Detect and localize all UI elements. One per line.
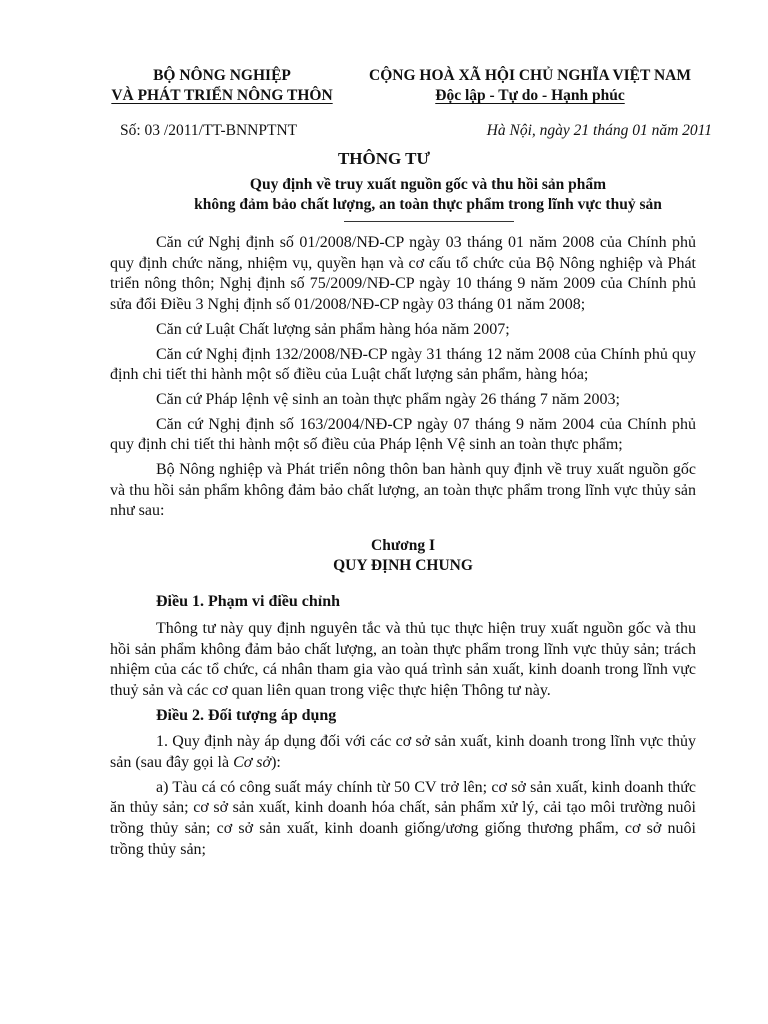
preamble-paragraph: Bộ Nông nghiệp và Phát triển nông thôn ban hành quy định về truy xuất nguồn gốc và thu hồi sản phẩm không đảm bảo chất lượng, an toàn thực phẩm trong lĩnh vực thủy sản như sau: (110, 461, 696, 520)
article-2-heading: Điều 2. Đối tượng áp dụng (156, 706, 337, 724)
motto-line-1: CỘNG HOÀ XÃ HỘI CHỦ NGHĨA VIỆT NAM (369, 67, 691, 84)
document-title: THÔNG TƯ (337, 149, 431, 168)
preamble-paragraph: Căn cứ Pháp lệnh vệ sinh an toàn thực phẩm ngày 26 tháng 7 năm 2003; (156, 390, 620, 408)
preamble-paragraph: Căn cứ Nghị định 132/2008/NĐ-CP ngày 31 tháng 12 năm 2008 của Chính phủ quy định chi tiết thi hành một số điều của Luật chất lượng sản phẩm, hàng hóa; (110, 345, 696, 384)
preamble-paragraph: Căn cứ Luật Chất lượng sản phẩm hàng hóa năm 2007; (156, 320, 510, 338)
national-motto (350, 66, 710, 106)
clause-1-end: ): (271, 754, 281, 772)
document-subtitle (0, 175, 768, 215)
article-2-clause-1 (110, 732, 696, 773)
article-1-heading: Điều 1. Phạm vi điều chỉnh (156, 593, 341, 611)
agency-line-1: BỘ NÔNG NGHIỆP (153, 67, 291, 84)
preamble-paragraph: Căn cứ Nghị định số 01/2008/NĐ-CP ngày 03 tháng 01 năm 2008 của Chính phủ quy định chức năng, nhiệm vụ, quyền hạn và cơ cấu tổ chức của Bộ Nông nghiệp và Phát triển nông thôn; Nghị định số 75/2009/NĐ-CP ngày 10 tháng 9 năm 2009 của Chính phủ sửa đổi Điều 3 Nghị định số 01/2008/NĐ-CP ngày 03 tháng 01 năm 2008; (110, 234, 696, 314)
document-body (110, 233, 696, 865)
subtitle-line-2: không đảm bảo chất lượng, an toàn thực phẩm trong lĩnh vực thuỷ sản (194, 196, 662, 213)
motto-line-2: Độc lập - Tự do - Hạnh phúc (435, 87, 625, 104)
preamble-paragraph: Căn cứ Nghị định số 163/2004/NĐ-CP ngày 07 tháng 9 năm 2004 của Chính phủ quy định chi tiết thi hành một số điều của Pháp lệnh Vệ sinh an toàn thực phẩm; (110, 415, 696, 454)
issuing-agency (92, 66, 352, 106)
article-2-item-a: a) Tàu cá có công suất máy chính từ 50 CV trở lên; cơ sở sản xuất, kinh doanh thức ăn thủy sản; cơ sở sản xuất, kinh doanh hóa chất, sản phẩm xử lý, cải tạo môi trường nuôi trồng thủy sản; cơ sở sản xuất, kinh doanh giống/ương giống thương phẩm, cơ sở nuôi trồng thủy sản; (110, 778, 696, 858)
document-date: Hà Nội, ngày 21 tháng 01 năm 2011 (486, 122, 712, 139)
title-divider (344, 221, 514, 222)
chapter-label: Chương I (371, 537, 435, 555)
chapter-title: QUY ĐỊNH CHUNG (333, 557, 473, 575)
document-number: Số: 03 /2011/TT-BNNPTNT (120, 122, 298, 139)
clause-1-defined-term: Cơ sở (233, 754, 272, 772)
agency-line-2: VÀ PHÁT TRIỂN NÔNG THÔN (111, 87, 333, 104)
chapter-heading (110, 536, 696, 576)
article-1-text: Thông tư này quy định nguyên tắc và thủ tục thực hiện truy xuất nguồn gốc và thu hồi sản phẩm không đảm bảo chất lượng, an toàn thực phẩm trong lĩnh vực thủy sản; trách nhiệm của các tổ chức, cá nhân tham gia vào quá trình sản xuất, kinh doanh trong lĩnh vực thuỷ sản và các cơ quan liên quan trong việc thực hiện Thông tư này. (110, 619, 696, 699)
subtitle-line-1: Quy định về truy xuất nguồn gốc và thu hồi sản phẩm (249, 176, 607, 193)
clause-1-text: 1. Quy định này áp dụng đối với các cơ sở sản xuất, kinh doanh trong lĩnh vực thủy sản (sau đây gọi là (110, 733, 696, 772)
